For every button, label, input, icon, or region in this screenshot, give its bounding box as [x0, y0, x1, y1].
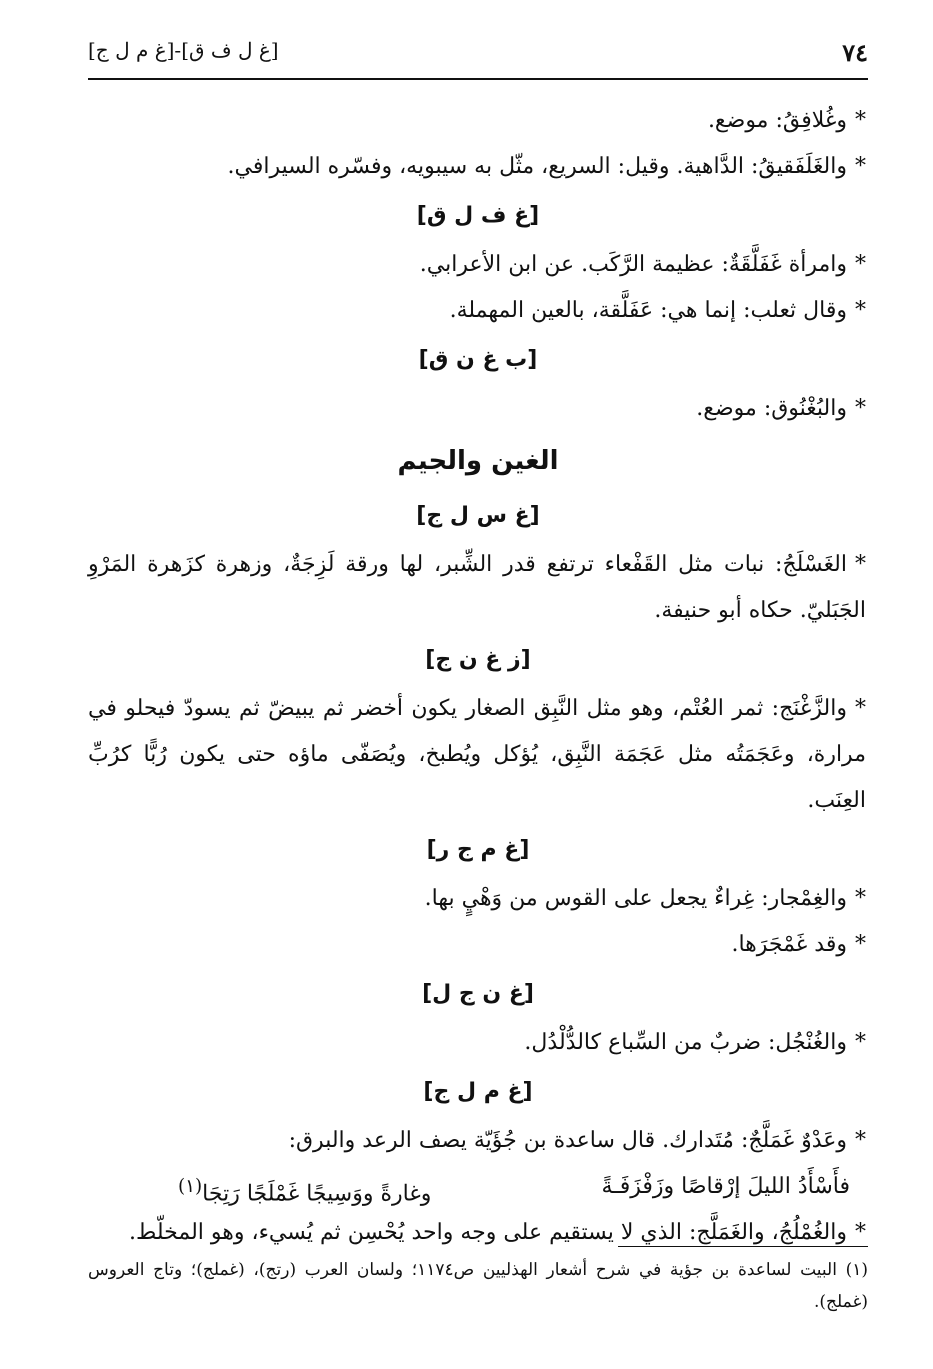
entry-text: والغَلَفَقيقُ: الدَّاهية. وقيل: السريع، مثّل به سيبويه، وفسّره السيرافي.: [227, 154, 847, 179]
entry: [88, 288, 868, 334]
asterisk-icon: *: [855, 886, 866, 911]
entry: [88, 242, 868, 288]
entry: [88, 922, 868, 968]
page-header: [88, 38, 868, 80]
entry: [88, 1020, 868, 1066]
verse-second-text: وغارةً ووَسِيجًا غَمْلَجًا رَتِجَا: [202, 1181, 432, 1207]
entry-text: وقد غَمْجَرَها.: [731, 932, 847, 957]
asterisk-icon: *: [855, 932, 866, 957]
entry: [88, 876, 868, 922]
body-text: [88, 98, 868, 1256]
root-heading: [غ م ل ج]: [423, 1079, 533, 1104]
entry-text: والغِمْجار: غِراءٌ يجعل على القوس من وَهْيٍ بها.: [424, 886, 847, 911]
entry: [88, 98, 868, 144]
asterisk-icon: *: [855, 298, 866, 323]
footnote-divider: [618, 1246, 868, 1247]
poetry-verse: [88, 1164, 868, 1210]
asterisk-icon: *: [855, 1128, 866, 1153]
asterisk-icon: *: [855, 154, 866, 179]
footnote-reference: (١): [178, 1176, 203, 1197]
running-head: [غ ل ف ق]-[غ م ل ج]: [88, 38, 279, 62]
footnote: (١) البيت لساعدة بن جؤية في شرح أشعار الهذليين ص١١٧٤؛ ولسان العرب (رتج)، (غملج)؛ وتاج العروس (غملج).: [88, 1260, 868, 1312]
entry-text: والغُنْجُل: ضربٌ من السِّباع كالدُّلْدُل.: [524, 1030, 847, 1055]
entry-text: والزَّغْنَج: ثمر العُتْم، وهو مثل النَّبِق الصغار يكون أخضر ثم يبيضّ ثم يسودّ فيحلو في مرارة، وعَجَمَتُه مثل عَجَمَة النَّبِق، يُؤكل ويُطبخ، ويُصَفّى ماؤه حتى يكون رُبًّا كرُبِّ العِنَب.: [88, 696, 866, 813]
asterisk-icon: *: [855, 252, 866, 277]
entry: [88, 686, 868, 824]
verse-first-text: فأَسْأَدُ الليلَ إرْقاصًا وزَفْزَفَـةً: [601, 1174, 850, 1199]
section-heading: الغين والجيم: [397, 446, 559, 476]
verse-first-hemistich: [601, 1164, 850, 1210]
asterisk-icon: *: [855, 1030, 866, 1055]
entry-text: والبُغْنُوق: موضع.: [696, 396, 847, 421]
root-heading: [ب غ ن ق]: [418, 347, 538, 372]
entry-text: وعَدْوٌ غَمَلَّجٌ: مُتَدارك. قال ساعدة بن جُؤَيّة يصف الرعد والبرق:: [288, 1128, 847, 1153]
root-heading: [ز غ ن ج]: [425, 647, 531, 672]
root-heading: [غ ن ج ل]: [422, 981, 534, 1006]
root-heading: [غ س ل ج]: [416, 503, 540, 528]
entry-text: وقال ثعلب: إنما هي: عَفَلَّقة، بالعين المهملة.: [449, 298, 847, 323]
page-number: ٧٤: [842, 38, 868, 67]
entry-text: الغَسْلَجُ: نبات مثل القَفْعاء ترتفع قدر الشِّبر، لها ورقة لَزِجَةٌ، وزهرة كزَهرة المَرْوِ الجَبَليّ. حكاه أبو حنيفة.: [88, 552, 866, 623]
verse-second-hemistich: [178, 1164, 431, 1210]
entry-text: وغُلافِقُ: موضع.: [707, 108, 847, 133]
root-heading: [غ ف ل ق]: [416, 203, 540, 228]
asterisk-icon: *: [855, 696, 866, 721]
entry: [88, 144, 868, 190]
entry: [88, 386, 868, 432]
asterisk-icon: *: [855, 396, 866, 421]
entry: [88, 1118, 868, 1164]
entry: [88, 542, 868, 634]
asterisk-icon: *: [855, 108, 866, 133]
entry: [88, 1210, 868, 1256]
asterisk-icon: *: [855, 552, 866, 577]
root-heading: [غ م ج ر]: [426, 837, 530, 862]
entry-text: والغُمْلُجُ، والغَمَلَّج: الذي لا يستقيم على وجه واحد يُحْسِن ثم يُسيء، وهو المخلّط.: [129, 1220, 847, 1245]
entry-text: وامرأة غَفَلَّقَةٌ: عظيمة الرَّكَب. عن ابن الأعرابي.: [419, 252, 847, 277]
asterisk-icon: *: [855, 1220, 866, 1245]
